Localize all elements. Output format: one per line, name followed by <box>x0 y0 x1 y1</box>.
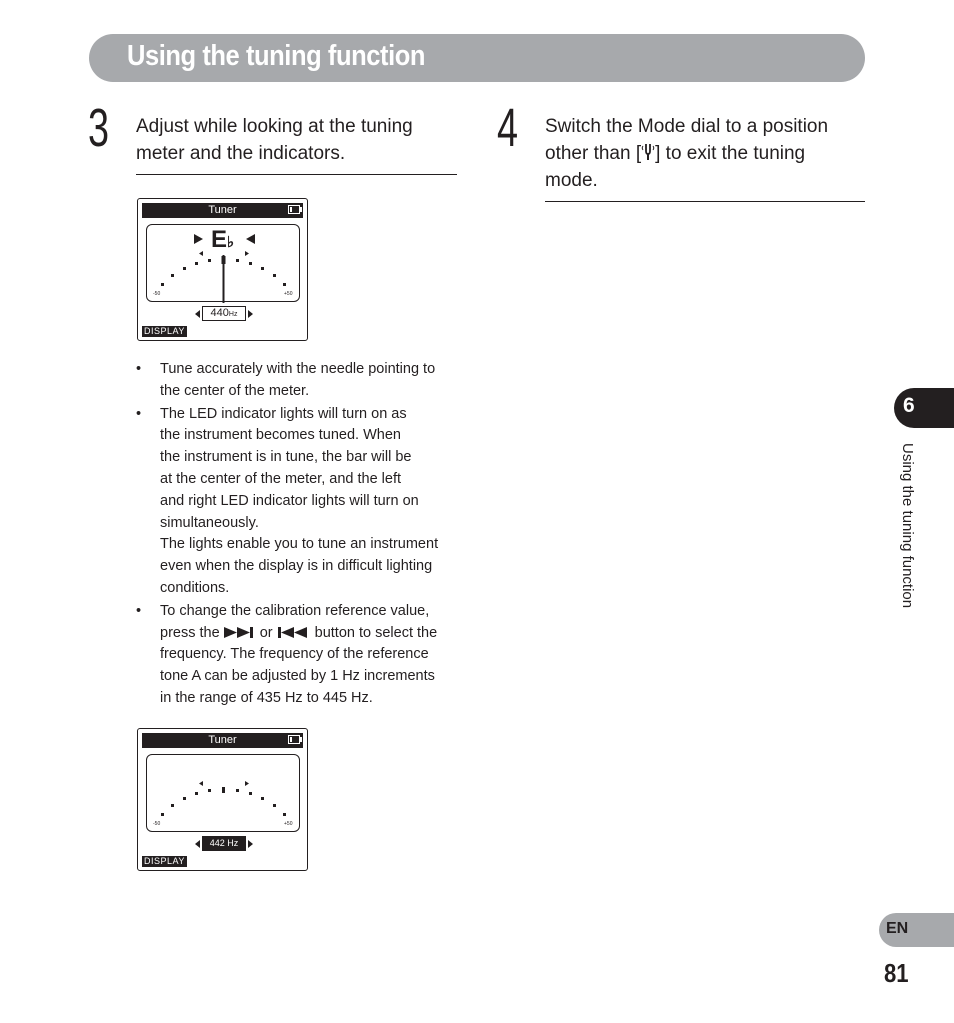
bullet-2-line: the instrument becomes tuned. When <box>160 427 401 444</box>
bullet-2-line: the instrument is in tune, the bar will be <box>160 449 412 466</box>
chapter-number: 6 <box>903 394 915 417</box>
bullet-2-line: The LED indicator lights will turn on as <box>160 405 407 422</box>
step-4-line-3: mode. <box>545 170 598 191</box>
battery-icon <box>288 205 300 214</box>
scale-min-label: -50 <box>153 821 161 827</box>
tuner-screen-2-title: Tuner <box>208 734 237 746</box>
step-4-rule <box>545 201 865 202</box>
small-arrow-right-icon <box>245 781 249 786</box>
tuner-meter-1 <box>146 224 300 302</box>
step-number-3: 3 <box>88 98 110 158</box>
tuner-screen-1-header <box>142 203 303 218</box>
step-number-4: 4 <box>497 98 519 158</box>
tuner-meter-1-graphic <box>147 225 301 303</box>
scale-min-label: -50 <box>153 291 161 297</box>
step-4-line-1: Switch the Mode dial to a position <box>545 116 829 137</box>
bullet-3-line: To change the calibration reference value, <box>160 602 430 619</box>
display-button-label-2: DISPLAY <box>144 856 185 866</box>
title-bar <box>89 34 865 82</box>
page-title: Using the tuning function <box>127 40 426 72</box>
frequency-increase-icon <box>248 310 253 318</box>
bullet-3-line <box>160 623 458 645</box>
language-label: EN <box>886 920 909 937</box>
step-4-text <box>545 113 875 194</box>
chapter-tab <box>894 388 954 428</box>
bullet-3-text-c: button to select the <box>310 624 438 641</box>
bullet-3-line: tone A can be adjusted by 1 Hz increments <box>160 668 435 685</box>
tuner-screen-2 <box>137 728 308 871</box>
tuner-screen-1 <box>137 198 308 341</box>
bullet-2-line: The lights enable you to tune an instrument <box>160 536 439 553</box>
bullet-3: • To change the calibration reference value, press the or button to select the frequency. The frequency of the reference tone A can be adjusted by 1 Hz increments in the range of 435 Hz to 445 Hz. <box>136 601 458 710</box>
bullet-1-line: the center of the meter. <box>160 382 310 399</box>
page-number: 81 <box>884 958 909 988</box>
bullet-2: • The LED indicator lights will turn on as the instrument becomes tuned. When the instrument is in tune, the bar will be at the center of the meter, and the left and right LED indicator lights will turn on simultaneously. The lights enable you to tune an instrument even when the display is in difficult lighting conditions. <box>136 404 458 600</box>
scale-max-label: +50 <box>284 821 293 827</box>
frequency-increase-icon <box>248 840 253 848</box>
step-4-line-2 <box>545 140 875 167</box>
bullet-1-line: Tune accurately with the needle pointing to <box>160 361 436 377</box>
next-track-icon <box>224 626 256 639</box>
chapter-title-vertical: Using the tuning function <box>899 443 916 609</box>
tuner-screen-2-header <box>142 733 303 748</box>
bullet-3-text-b: or <box>255 624 277 641</box>
step-3-text <box>136 113 461 167</box>
step-4-line-2-end: ] to exit the tuning <box>655 143 806 164</box>
bullet-2-line: and right LED indicator lights will turn on <box>160 492 419 509</box>
frequency-decrease-icon <box>195 310 200 318</box>
scale-max-label: +50 <box>284 291 293 297</box>
bullet-2-line: even when the display is in difficult lighting <box>160 558 433 575</box>
frequency-value-1: 440 <box>210 307 229 319</box>
display-button-label-1: DISPLAY <box>144 326 185 336</box>
frequency-decrease-icon <box>195 840 200 848</box>
tuner-meter-2-graphic <box>147 755 301 833</box>
small-arrow-right-icon <box>245 251 249 256</box>
tuner-screen-1-title: Tuner <box>208 204 237 216</box>
battery-icon <box>288 735 300 744</box>
frequency-display-1 <box>202 306 246 321</box>
meter-scale-dots <box>161 787 286 816</box>
bullet-3-text-a: press the <box>160 624 224 641</box>
previous-track-icon <box>277 626 311 639</box>
frequency-display-2: 442 Hz <box>202 836 246 851</box>
small-arrow-left-icon <box>199 781 203 786</box>
bullet-2-line: conditions. <box>160 579 230 596</box>
language-tab <box>879 913 954 947</box>
bullet-2-line: at the center of the meter, and the left <box>160 470 402 487</box>
bullet-list <box>136 359 458 710</box>
bullet-1: • Tune accurately with the needle pointing to the center of the meter. <box>136 359 458 403</box>
note-accidental: ♭ <box>227 235 235 251</box>
frequency-unit-1: Hz <box>228 311 238 318</box>
frequency-row-1 <box>138 305 307 323</box>
step-4-line-2-start: other than [ <box>545 143 642 164</box>
note-name: E <box>211 226 228 253</box>
small-arrow-left-icon <box>199 251 203 256</box>
tuner-meter-2 <box>146 754 300 832</box>
bullet-2-line: simultaneously. <box>160 514 259 531</box>
led-indicator-right-icon <box>246 234 255 244</box>
bullet-3-line: frequency. The frequency of the reference <box>160 646 429 663</box>
tuning-fork-icon <box>641 143 655 161</box>
step-3-line-2: meter and the indicators. <box>136 143 346 164</box>
step-3-rule <box>136 174 457 175</box>
step-3-line-1: Adjust while looking at the tuning <box>136 116 413 137</box>
frequency-row-2 <box>138 835 307 853</box>
bullet-3-line: in the range of 435 Hz to 445 Hz. <box>160 689 373 706</box>
led-indicator-left-icon <box>194 234 203 244</box>
